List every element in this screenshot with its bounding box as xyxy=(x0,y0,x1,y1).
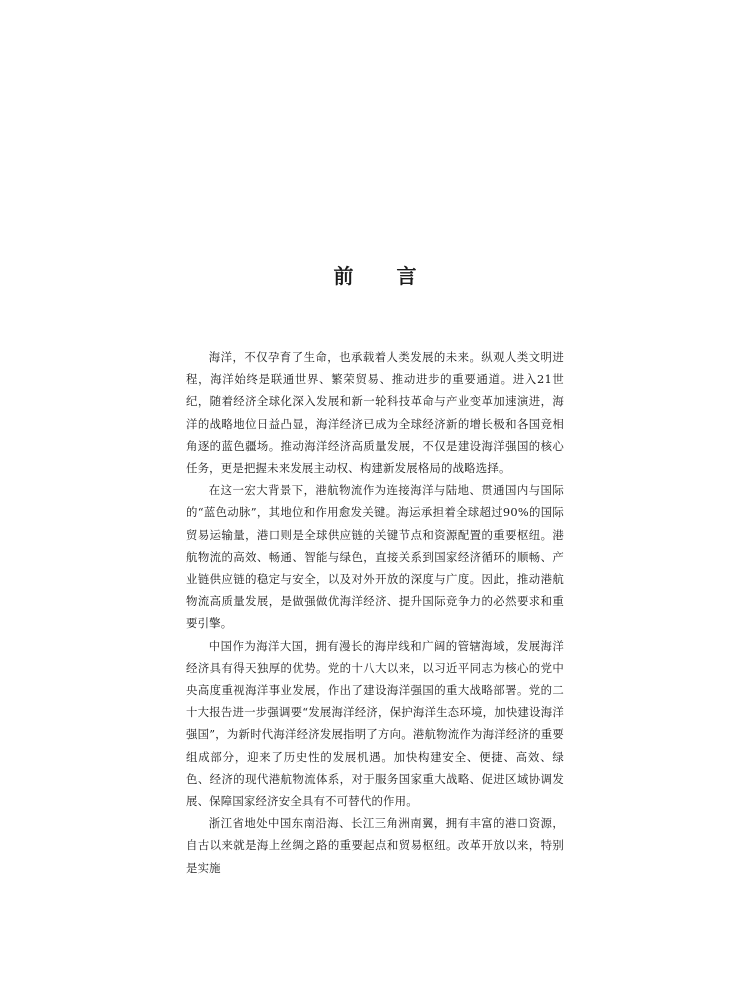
paragraph: 海洋，不仅孕育了生命，也承载着人类发展的未来。纵观人类文明进程，海洋始终是联通世界、繁荣贸易、推动进步的重要通道。进入21世纪，随着经济全球化深入发展和新一轮科技革命与产业变革加速演进，海洋的战略地位日益凸显，海洋经济已成为全球经济新的增长极和各国竞相角逐的蓝色疆场。推动海洋经济高质量发展，不仅是建设海洋强国的核心任务，更是把握未来发展主动权、构建新发展格局的战略选择。 xyxy=(186,350,564,476)
paragraph: 在这一宏大背景下，港航物流作为连接海洋与陆地、贯通国内与国际的“蓝色动脉”，其地位和作用愈发关键。海运承担着全球超过90%的国际贸易运输量，港口则是全球供应链的关键节点和资源配置的重要枢纽。港航物流的高效、畅通、智能与绿色，直接关系到国家经济循环的顺畅、产业链供应链的稳定与安全，以及对外开放的深度与广度。因此，推动港航物流高质量发展，是做强做优海洋经济、提升国际竞争力的必然要求和重要引擎。 xyxy=(186,483,564,631)
preface-body xyxy=(186,346,564,879)
paragraph: 中国作为海洋大国，拥有漫长的海岸线和广阔的管辖海域，发展海洋经济具有得天独厚的优势。党的十八大以来，以习近平同志为核心的党中央高度重视海洋事业发展，作出了建设海洋强国的重大战略部署。党的二十大报告进一步强调要“发展海洋经济，保护海洋生态环境，加快建设海洋强国”，为新时代海洋经济发展指明了方向。港航物流作为海洋经济的重要组成部分，迎来了历史性的发展机遇。加快构建安全、便捷、高效、绿色、经济的现代港航物流体系，对于服务国家重大战略、促进区域协调发展、保障国家经济安全具有不可替代的作用。 xyxy=(186,638,564,809)
paragraph: 浙江省地处中国东南沿海、长江三角洲南翼，拥有丰富的港口资源，自古以来就是海上丝绸之路的重要起点和贸易枢纽。改革开放以来，特别是实施 xyxy=(186,816,564,875)
page-title: 前 言 xyxy=(333,264,435,288)
